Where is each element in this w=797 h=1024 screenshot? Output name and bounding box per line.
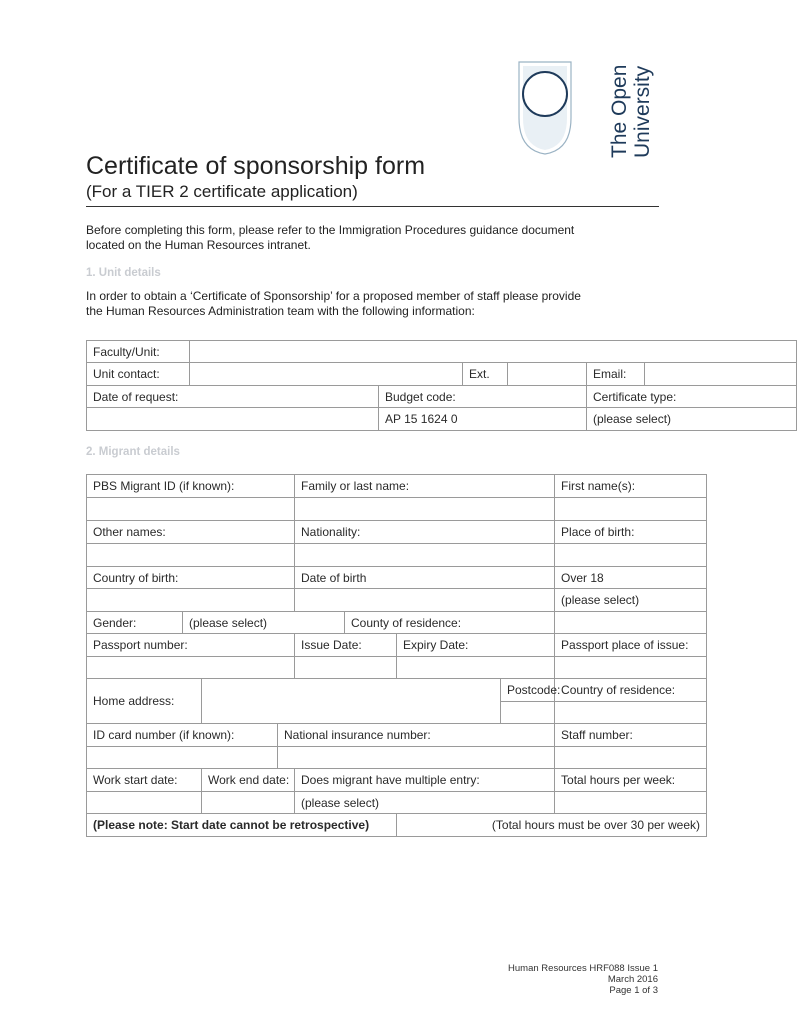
over-18-label: Over 18 — [555, 567, 707, 589]
staff-number-field[interactable] — [555, 747, 707, 769]
contact-label: Unit contact: — [87, 363, 190, 386]
gender-label: Gender: — [87, 612, 183, 634]
work-start-label: Work start date: — [87, 769, 202, 792]
postcode-field[interactable] — [501, 702, 555, 724]
page-footer — [508, 963, 658, 996]
budget-code-label: Budget code: — [379, 386, 587, 408]
pbs-id-label: PBS Migrant ID (if known): — [87, 475, 295, 498]
expiry-date-label: Expiry Date: — [397, 634, 555, 657]
home-address-label: Home address: — [87, 679, 202, 724]
intro-paragraph — [86, 223, 686, 253]
date-request-label: Date of request: — [87, 386, 379, 408]
title-divider — [86, 206, 659, 207]
multiple-entry-label: Does migrant have multiple entry: — [295, 769, 555, 792]
county-residence-label: County of residence: — [345, 612, 555, 634]
unit-details-paragraph — [86, 289, 686, 319]
passport-place-field[interactable] — [555, 657, 707, 679]
first-name-label: First name(s): — [555, 475, 707, 498]
date-of-birth-field[interactable] — [295, 589, 555, 612]
first-name-field[interactable] — [555, 498, 707, 521]
family-name-label: Family or last name: — [295, 475, 555, 498]
open-university-logo — [515, 58, 665, 158]
other-names-label: Other names: — [87, 521, 295, 544]
budget-code-field[interactable]: AP 15 1624 0 — [379, 408, 587, 431]
ext-label: Ext. — [463, 363, 508, 386]
certificate-type-label: Certificate type: — [587, 386, 797, 408]
ni-number-label: National insurance number: — [278, 724, 555, 747]
intro-line: Before completing this form, please refer to the Immigration Procedures guidance document — [86, 223, 575, 237]
ext-field[interactable] — [508, 363, 587, 386]
section-heading-migrant-details: 2. Migrant details — [86, 446, 180, 458]
section-heading-unit-details: 1. Unit details — [86, 267, 161, 279]
place-of-birth-label: Place of birth: — [555, 521, 707, 544]
passport-place-label: Passport place of issue: — [555, 634, 707, 657]
hours-note: (Total hours must be over 30 per week) — [397, 814, 707, 837]
page-title: Certificate of sponsorship form — [86, 152, 426, 180]
ni-number-field[interactable] — [278, 747, 555, 769]
date-of-birth-label: Date of birth — [295, 567, 555, 589]
passport-number-label: Passport number: — [87, 634, 295, 657]
date-request-field[interactable] — [87, 408, 379, 431]
logo-text-line1: The Open — [608, 64, 631, 158]
certificate-type-select[interactable]: (please select) — [587, 408, 797, 431]
unit-line: the Human Resources Administration team with the following information: — [86, 304, 475, 318]
place-of-birth-field[interactable] — [555, 544, 707, 567]
expiry-date-field[interactable] — [397, 657, 555, 679]
nationality-label: Nationality: — [295, 521, 555, 544]
issue-date-field[interactable] — [295, 657, 397, 679]
multiple-entry-select[interactable]: (please select) — [295, 792, 555, 814]
postcode-label: Postcode: — [501, 679, 555, 702]
contact-field[interactable] — [190, 363, 463, 386]
work-start-field[interactable] — [87, 792, 202, 814]
home-address-field[interactable] — [202, 679, 501, 724]
staff-number-label: Staff number: — [555, 724, 707, 747]
over-18-select[interactable]: (please select) — [555, 589, 707, 612]
unit-line: In order to obtain a ‘Certificate of Sponsorship’ for a proposed member of staff please provide — [86, 289, 581, 303]
family-name-field[interactable] — [295, 498, 555, 521]
footer-page-number: Page 1 of 3 — [609, 985, 658, 996]
work-end-field[interactable] — [202, 792, 295, 814]
email-field[interactable] — [645, 363, 797, 386]
intro-line: located on the Human Resources intranet. — [86, 238, 311, 252]
other-names-field[interactable] — [87, 544, 295, 567]
work-end-label: Work end date: — [202, 769, 295, 792]
county-residence-field[interactable] — [555, 612, 707, 634]
faculty-label: Faculty/Unit: — [87, 341, 190, 363]
page-subtitle: (For a TIER 2 certificate application) — [86, 182, 358, 201]
country-residence-field[interactable] — [555, 702, 707, 724]
faculty-field[interactable] — [190, 341, 797, 363]
migrant-details-table — [86, 474, 707, 837]
start-date-note: (Please note: Start date cannot be retrospective) — [87, 814, 397, 837]
id-card-label: ID card number (if known): — [87, 724, 278, 747]
issue-date-label: Issue Date: — [295, 634, 397, 657]
logo-text-line2: University — [631, 65, 654, 158]
footer-form-ref: Human Resources HRF088 Issue 1 — [508, 963, 658, 974]
pbs-id-field[interactable] — [87, 498, 295, 521]
passport-number-field[interactable] — [87, 657, 295, 679]
country-residence-label: Country of residence: — [555, 679, 707, 702]
unit-details-table — [86, 340, 797, 431]
country-of-birth-label: Country of birth: — [87, 567, 295, 589]
country-of-birth-field[interactable] — [87, 589, 295, 612]
hours-per-week-label: Total hours per week: — [555, 769, 707, 792]
nationality-field[interactable] — [295, 544, 555, 567]
footer-date: March 2016 — [607, 974, 658, 985]
hours-per-week-field[interactable] — [555, 792, 707, 814]
email-label: Email: — [587, 363, 645, 386]
gender-select[interactable]: (please select) — [183, 612, 345, 634]
id-card-field[interactable] — [87, 747, 278, 769]
